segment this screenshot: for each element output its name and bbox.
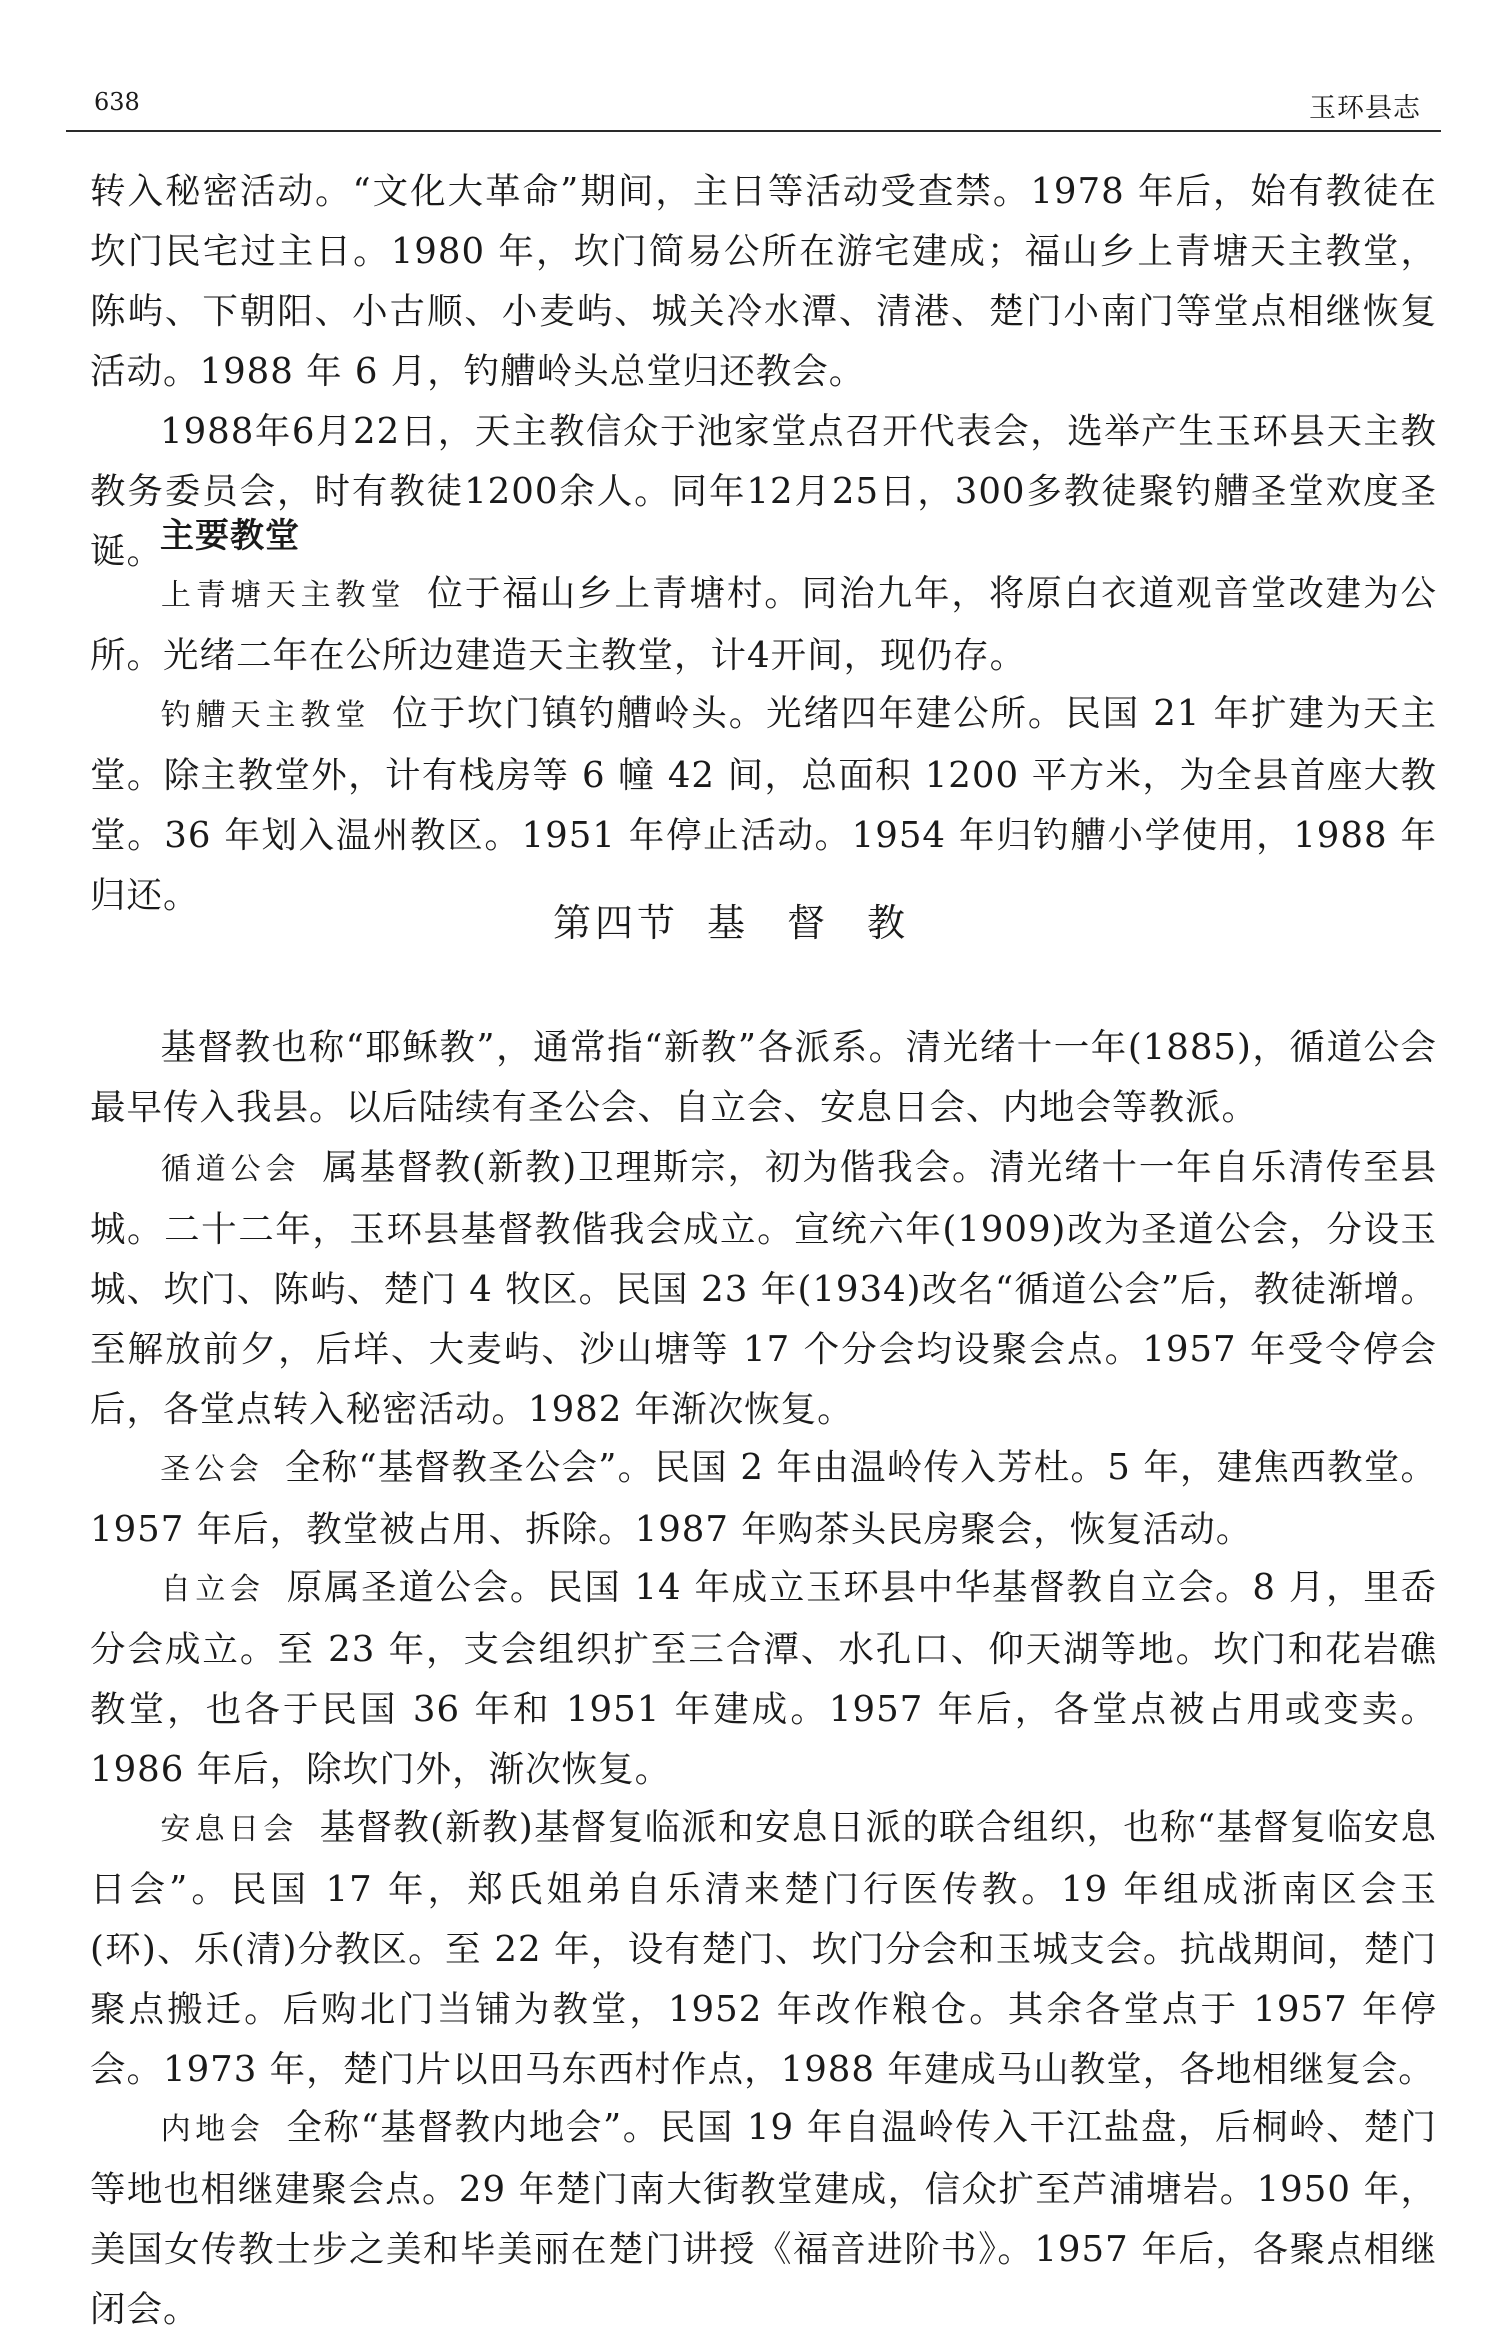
paragraph-catholic-revival: 转入秘密活动。“文化大革命”期间，主日等活动受查禁。1978 年后，始有教徒在坎门民宅过主日。1980 年，坎门简易公所在游宅建成；福山乡上青塘天主教堂，陈屿、下朝阳、小古顺、小麦屿、城关冷水潭、清港、楚门小南门等堂点相继恢复活动。1988 年 6 月，钓艚岭头总堂归还教会。 [90,171,1437,392]
subheading-main-churches: 主要教堂 [160,516,300,556]
section-number: 第四节 [552,901,679,945]
entry-text: 基督教(新教)基督复临派和安息日派的联合组织，也称“基督复临安息日会”。民国 17 年，郑氏姐弟自乐清来楚门行医传教。19 年组成浙南区会玉(环)、乐(清)分教区。至 22 年，设有楚门、坎门分会和玉城支会。抗战期间，楚门聚点搬迁。后购北门当铺为教堂，1952 年改作粮仓。其余各堂点于 1957 年停会。1973 年，楚门片以田马东西村作点，1988 年建成马山教堂，各地相继复会。 [90,1807,1437,2090]
paragraph-christianity-intro [90,1018,1437,1138]
entry-term: 安息日会 [160,1812,298,1847]
entry-text: 全称“基督教内地会”。民国 19 年自温岭传入干江盐盘，后桐岭、楚门等地也相继建聚会点。29 年楚门南大街教堂建成，信众扩至芦浦塘岩。1950 年，美国女传教士步之美和毕美丽在楚门讲授《福音进阶书》。1957 年后，各聚点相继闭会。 [90,2107,1438,2330]
running-title: 玉环县志 [1309,93,1421,124]
entry-term: 自立会 [160,1572,265,1607]
entry-term: 内地会 [160,2112,265,2147]
entry-anglican [90,1438,1437,1560]
entry-diaocao-church [90,684,1437,926]
entry-text: 位于福山乡上青塘村。同治九年，将原白衣道观音堂改建为公所。光绪二年在公所边建造天主教堂，计4开间，现仍存。 [90,573,1437,676]
entry-inland-mission [90,2098,1438,2330]
entry-text: 属基督教(新教)卫理斯宗，初为偕我会。清光绪十一年自乐清传至县城。二十二年，玉环县基督教偕我会成立。宣统六年(1909)改为圣道公会，分设玉城、坎门、陈屿、楚门 4 牧区。民国 23 年(1934)改名“循道公会”后，教徒渐增。至解放前夕，后垟、大麦屿、沙山塘等 17 个分会均设聚会点。1957 年受令停会后，各堂点转入秘密活动。1982 年渐次恢复。 [90,1147,1438,1430]
entry-term: 钓艚天主教堂 [160,698,371,733]
section-title [0,892,1500,947]
entry-adventist [90,1798,1437,2100]
entry-shangqingtang-church [90,564,1437,686]
entry-term: 上青塘天主教堂 [160,578,406,613]
entry-text: 原属圣道公会。民国 14 年成立玉环县中华基督教自立会。8 月，里岙分会成立。至 23 年，支会组织扩至三合潭、水孔口、仰天湖等地。坎门和花岩礁教堂，也各于民国 36 年和 1951 年建成。1957 年后，各堂点被占用或变卖。1986 年后，除坎门外，渐次恢复。 [90,1567,1437,1790]
entry-methodist [90,1138,1437,1440]
entry-text: 全称“基督教圣公会”。民国 2 年由温岭传入芳杜。5 年，建焦西教堂。1957 年后，教堂被占用、拆除。1987 年购茶头民房聚会，恢复活动。 [90,1447,1438,1550]
page-number: 638 [94,88,140,116]
paragraph-text: 基督教也称“耶稣教”，通常指“新教”各派系。清光绪十一年(1885)，循道公会最早传入我县。以后陆续有圣公会、自立会、安息日会、内地会等教派。 [90,1027,1437,1128]
page-header [66,84,1441,132]
entry-term: 圣公会 [160,1452,263,1487]
entry-self-established-church [90,1558,1437,1800]
entry-term: 循道公会 [160,1152,301,1187]
entry-text: 位于坎门镇钓艚岭头。光绪四年建公所。民国 21 年扩建为天主堂。除主教堂外，计有栈房等 6 幢 42 间，总面积 1200 平方米，为全县首座大教堂。36 年划入温州教区。1951 年停止活动。1954 年归钓艚小学使用，1988 年归还。 [90,693,1437,916]
section-name: 基督教 [707,901,948,945]
paragraph-text: 1988年6月22日，天主教信众于池家堂点召开代表会，选举产生玉环县天主教教务委员会，时有教徒1200余人。同年12月25日，300多教徒聚钓艚圣堂欢度圣诞。 [90,411,1437,572]
